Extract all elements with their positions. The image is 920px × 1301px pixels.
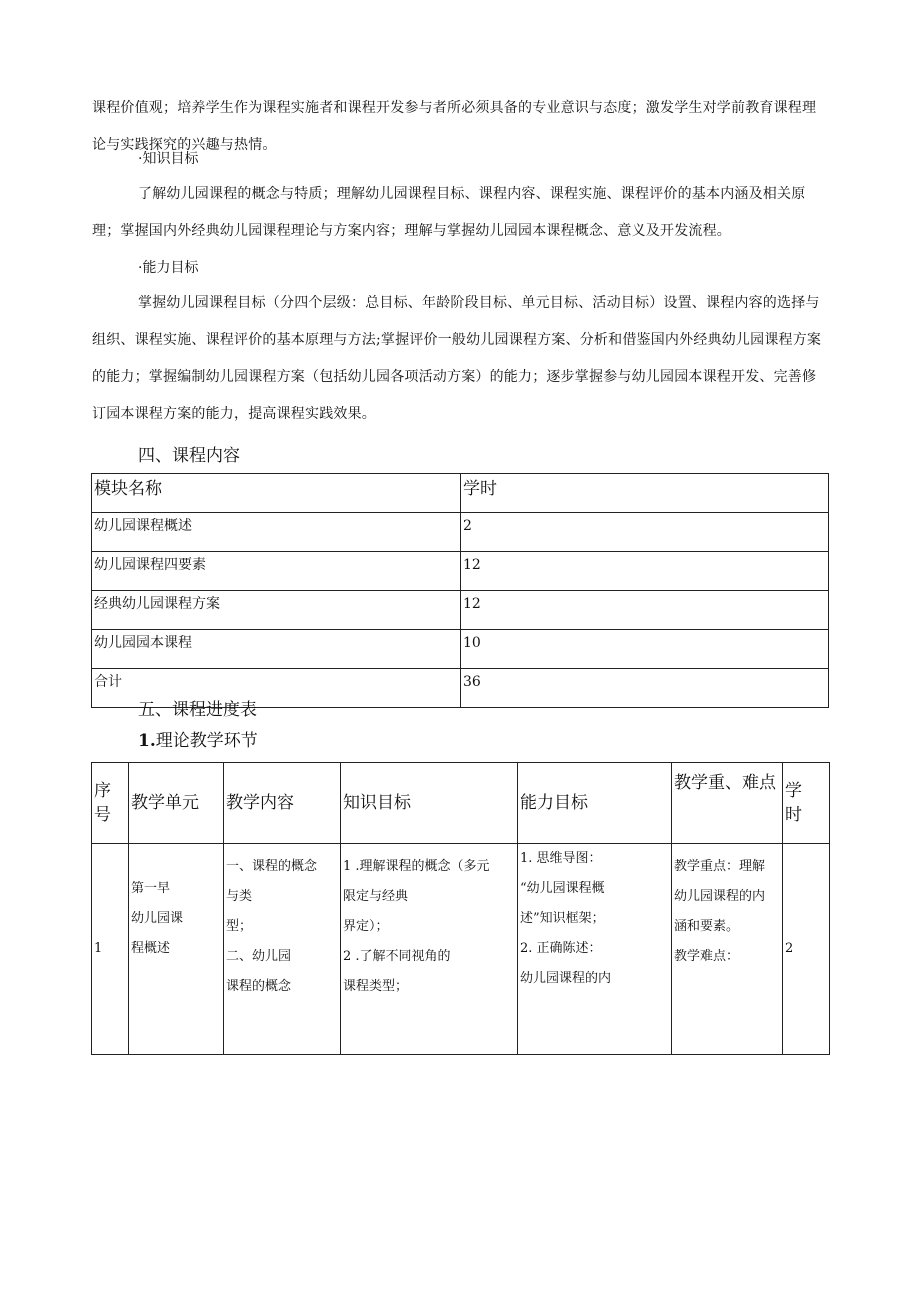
header-key-points: 教学重、难点 bbox=[672, 763, 783, 844]
header-hours: 学时 bbox=[461, 474, 829, 513]
subheading-text: 理论教学环节 bbox=[155, 731, 258, 751]
ability-goal-text: 掌握幼儿园课程目标（分四个层级：总目标、年龄阶段目标、单元目标、活动目标）设置、课程内容的选择与组织、课程实施、课程评价的基本原理与方法;掌握评价一般幼儿园课程方案、分析和借鉴国内外经典幼儿园课程方案的能力；掌握编制幼儿园课程方案（包括幼儿园各项活动方案）的能力；逐步掌握参与幼儿园园本课程开发、完善修订园本课程方案的能力，提高课程实践效果。 bbox=[92, 295, 822, 422]
section-5-subheading bbox=[138, 729, 258, 753]
row-knowledge-goal: 1 .理解课程的概念（多元 限定与经典 界定）； 2 .了解不同视角的 课程类型； bbox=[341, 844, 518, 1055]
row-key-points: 教学重点：理解 幼儿园课程的内 涵和要素。 教学难点： bbox=[672, 844, 783, 1055]
module-hours: 36 bbox=[461, 669, 829, 708]
table-row bbox=[92, 513, 829, 552]
table-row bbox=[92, 552, 829, 591]
intro-paragraph: 课程价值观；培养学生作为课程实施者和课程开发参与者所必须具备的专业意识与态度；激发学生对学前教育课程理论与实践探究的兴趣与热情。 bbox=[92, 100, 817, 153]
table-row bbox=[92, 630, 829, 669]
header-module-name: 模块名称 bbox=[92, 474, 461, 513]
row-index: 1 bbox=[92, 844, 129, 1055]
table-header-row bbox=[92, 474, 829, 513]
ability-goal-title: ·能力目标 bbox=[138, 260, 199, 276]
module-name: 幼儿园园本课程 bbox=[92, 630, 461, 669]
course-schedule-table bbox=[91, 762, 830, 1055]
table-row bbox=[92, 591, 829, 630]
header-ability-goal: 能力目标 bbox=[518, 763, 672, 844]
module-name: 幼儿园课程概述 bbox=[92, 513, 461, 552]
header-unit: 教学单元 bbox=[129, 763, 224, 844]
knowledge-goal-title: ·知识目标 bbox=[138, 151, 199, 167]
knowledge-goal-text: 了解幼儿园课程的概念与特质；理解幼儿园课程目标、课程内容、课程实施、课程评价的基本内涵及相关原理；掌握国内外经典幼儿园课程理论与方案内容；理解与掌握幼儿园园本课程概念、意义及开发流程。 bbox=[92, 186, 806, 239]
section-4-title: 四、课程内容 bbox=[138, 446, 240, 466]
table-row bbox=[92, 844, 830, 1055]
module-hours: 10 bbox=[461, 630, 829, 669]
row-hours: 2 bbox=[783, 844, 830, 1055]
row-content: 一、课程的概念 与类 型； 二、幼儿园 课程的概念 bbox=[224, 844, 341, 1055]
header-hours: 学 时 bbox=[783, 763, 830, 844]
module-hours: 12 bbox=[461, 591, 829, 630]
module-name: 经典幼儿园课程方案 bbox=[92, 591, 461, 630]
module-name: 合计 bbox=[92, 669, 461, 708]
section-5-title: 五、课程进度表 bbox=[138, 700, 257, 720]
header-knowledge-goal: 知识目标 bbox=[341, 763, 518, 844]
course-content-table bbox=[91, 473, 829, 708]
module-name: 幼儿园课程四要素 bbox=[92, 552, 461, 591]
module-hours: 2 bbox=[461, 513, 829, 552]
table-header-row bbox=[92, 763, 830, 844]
subheading-number: 1. bbox=[138, 731, 156, 751]
row-ability-goal: 1. 思维导图： “幼儿园课程概 述”知识框架； 2. 正确陈述： 幼儿园课程的内 bbox=[518, 844, 672, 1055]
header-index: 序 号 bbox=[92, 763, 129, 844]
module-hours: 12 bbox=[461, 552, 829, 591]
row-unit: 第一早 幼儿园课 程概述 bbox=[129, 844, 224, 1055]
header-content: 教学内容 bbox=[224, 763, 341, 844]
